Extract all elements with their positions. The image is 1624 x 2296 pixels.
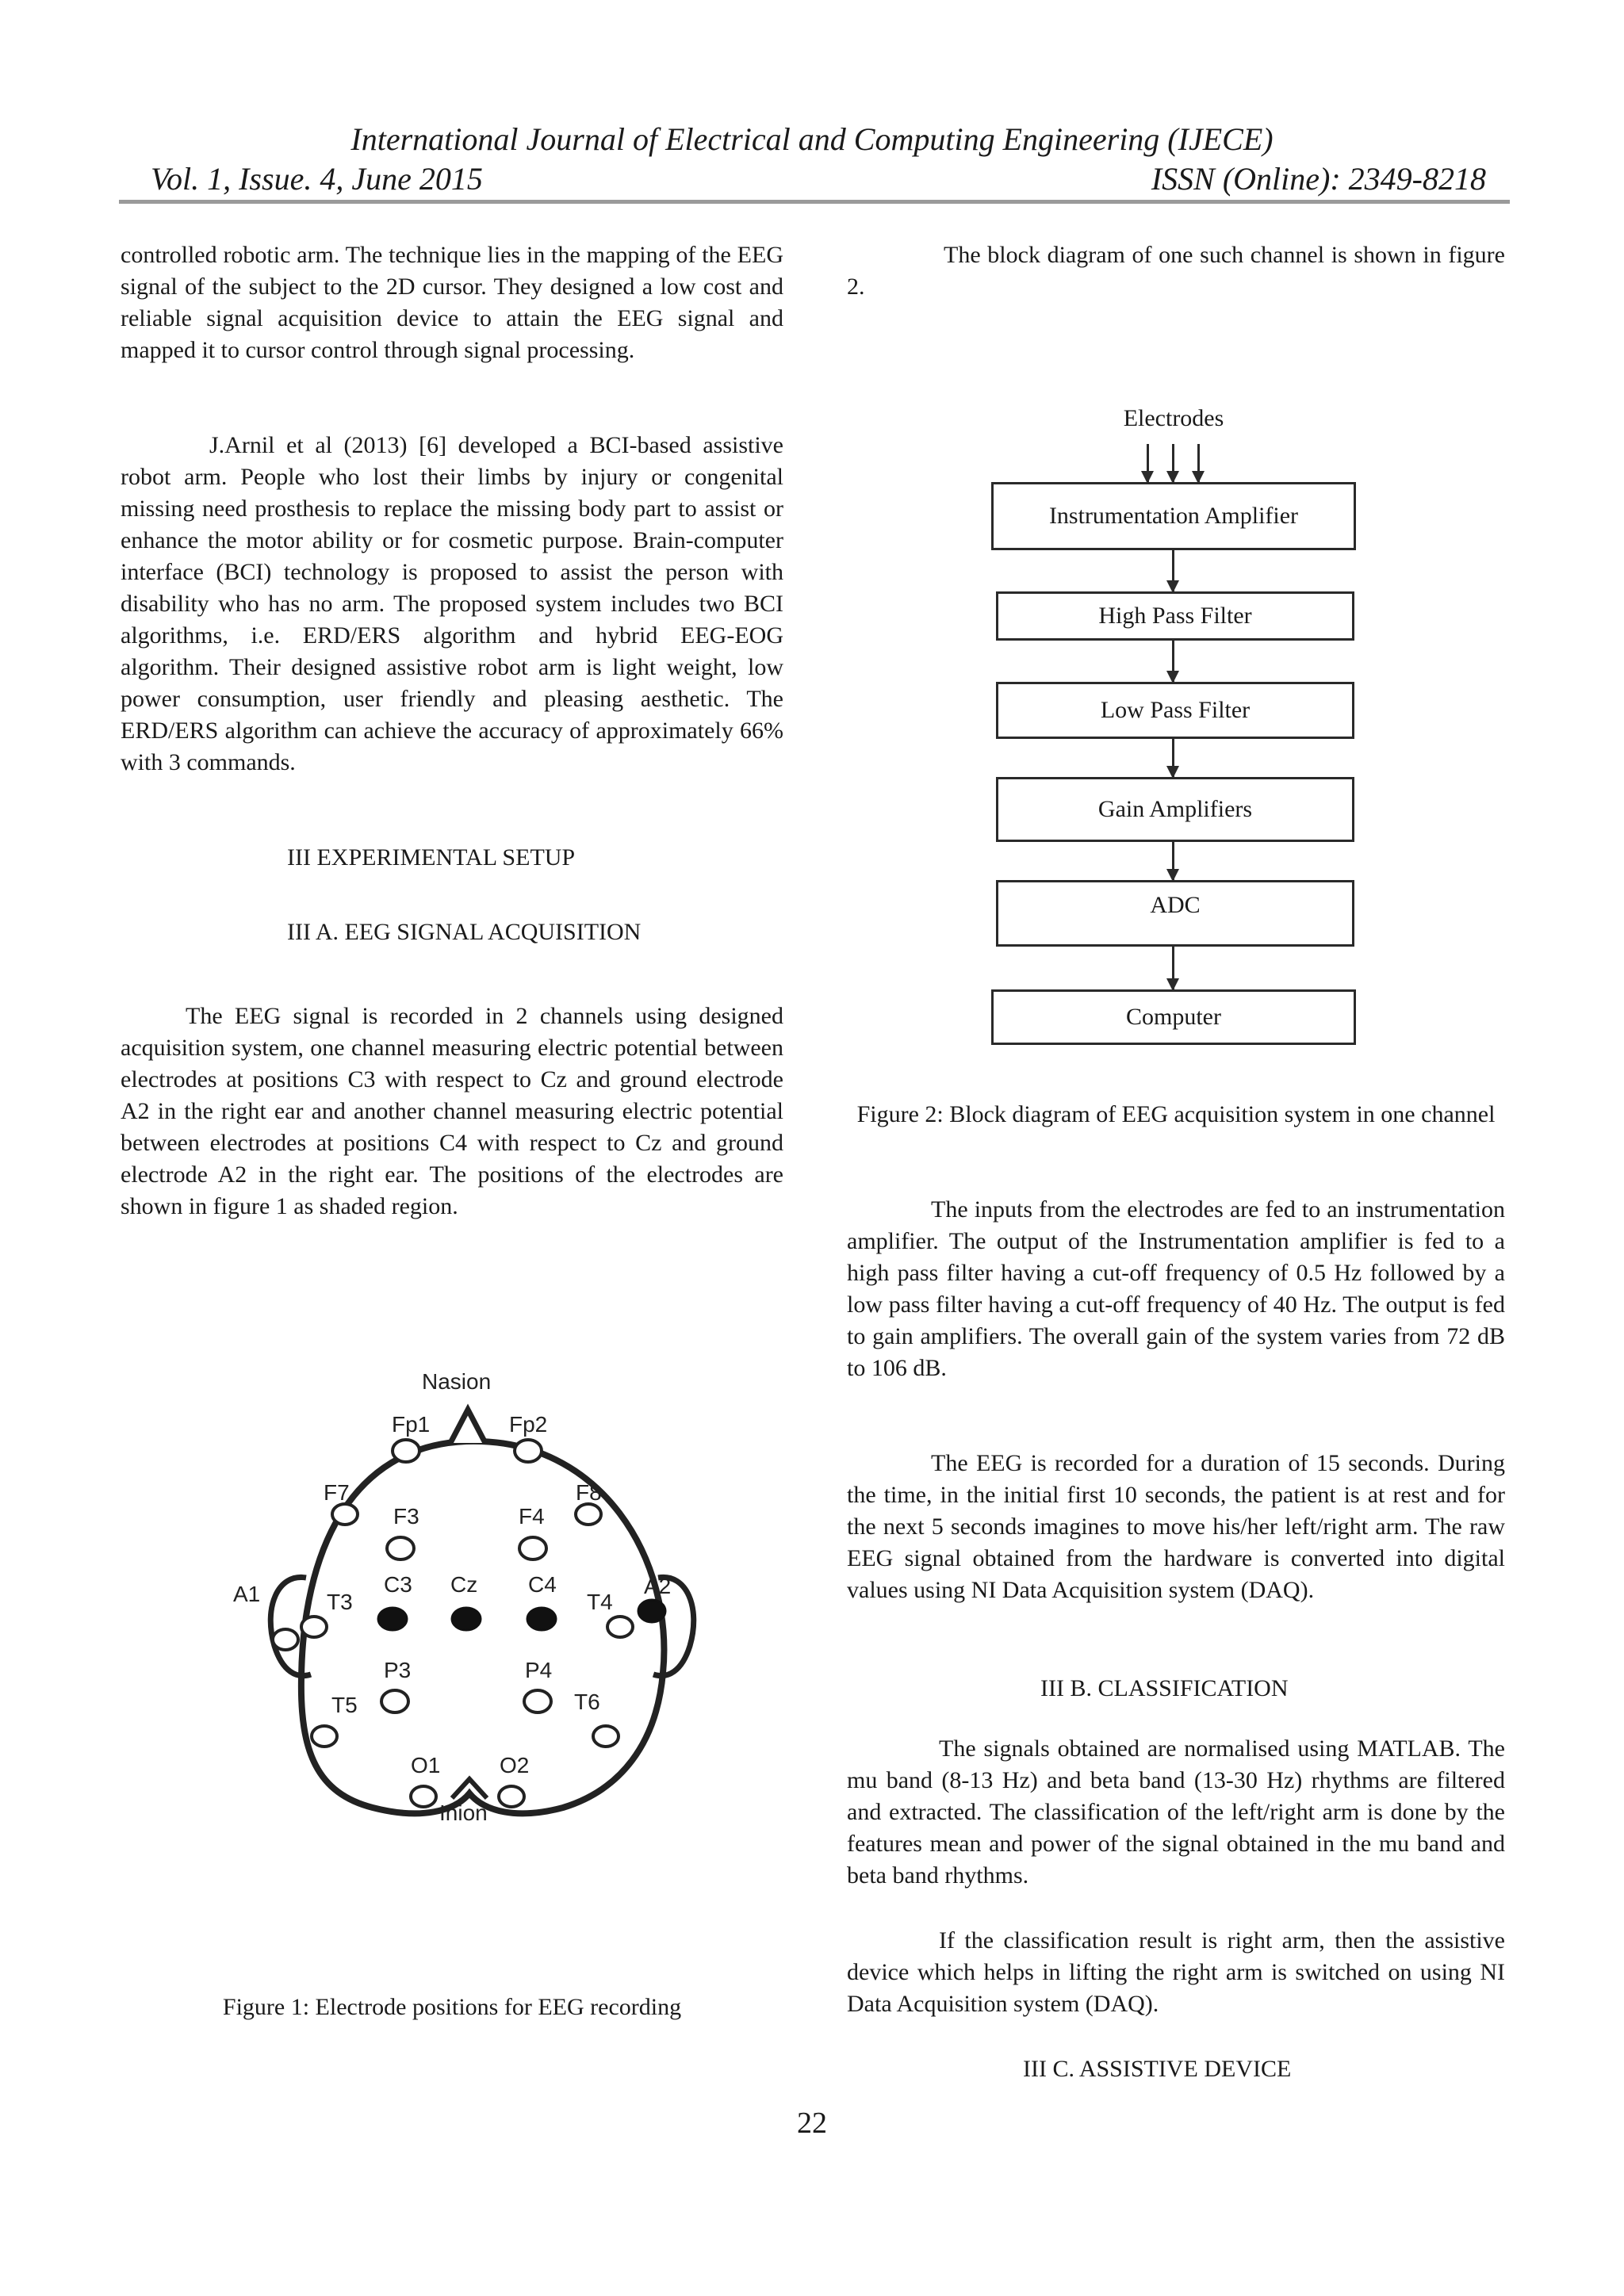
figure1-caption: Figure 1: Electrode positions for EEG recording [222, 1994, 682, 2020]
diagram-input-label: Electrodes [1123, 405, 1224, 431]
electrode-fp1 [393, 1440, 419, 1462]
right-paragraph-2: The inputs from the electrodes are fed to an instrumentation amplifier. The output of the Instrumentation amplifier is fed to a high pass filter having a cut-off frequency of 0.5 Hz followed by a low pass filter having a cut-off frequency of 40 Hz. The output is fed to gain amplifiers. The overall gain of the system varies from 72 dB to 106 dB. [847, 1196, 1505, 1381]
label-o1: O1 [411, 1753, 441, 1777]
electrode-t3 [301, 1617, 327, 1637]
label-a2: A2 [644, 1574, 672, 1598]
right-paragraph-5: If the classification result is right arm, then the assistive device which helps in lifting the right arm is switched on using NI Data Acquisition system (DAQ). [847, 1927, 1505, 2017]
heading-assistive-device: III C. ASSISTIVE DEVICE [1023, 2056, 1292, 2082]
electrode-a2-shaded [638, 1600, 665, 1622]
nose-marker [450, 1410, 485, 1443]
arrow-5-6 [1172, 947, 1174, 989]
electrode-t4 [607, 1617, 633, 1637]
arrow-1-2 [1172, 550, 1174, 591]
electrode-head-diagram [222, 1348, 714, 1839]
right-paragraph-4: The signals obtained are normalised using MATLAB. The mu band (8-13 Hz) and beta band (13-30 Hz) rhythms are filtered and extracted. The classification of the left/right arm is done by the features mean and power of the signal obtained in the mu band and beta band rhythms. [847, 1735, 1505, 1888]
arrow-4-5 [1172, 842, 1174, 880]
electrode-f7 [332, 1504, 358, 1525]
input-arrow-3 [1197, 444, 1200, 482]
electrode-f8 [576, 1504, 601, 1525]
page-number: 22 [797, 2107, 827, 2140]
label-f4: F4 [519, 1504, 545, 1529]
electrode-c4-shaded [527, 1608, 556, 1630]
volume-info: Vol. 1, Issue. 4, June 2015 [151, 161, 483, 197]
left-paragraph-1: controlled robotic arm. The technique lies in the mapping of the EEG signal of the subject to the 2D cursor. They designed a low cost and reliable signal acquisition device to attain the EEG signal and mapped it to cursor control through signal processing. [121, 242, 783, 363]
electrode-t6 [593, 1726, 619, 1747]
electrode-p3 [381, 1690, 408, 1712]
right-paragraph-3: The EEG is recorded for a duration of 15 seconds. During the time, in the initial first 10 seconds, the patient is at rest and for the next 5 seconds imagines to move his/her left/right arm. The raw EEG signal obtained from the hardware is converted into digital values using NI Data Acquisition system (DAQ). [847, 1450, 1505, 1603]
electrode-o2 [499, 1786, 524, 1807]
block-instrumentation-amplifier: Instrumentation Amplifier [991, 482, 1356, 550]
block-low-pass-filter: Low Pass Filter [996, 682, 1354, 739]
label-t3: T3 [327, 1590, 353, 1614]
issn-info: ISSN (Online): 2349-8218 [1151, 161, 1486, 197]
label-c4: C4 [528, 1572, 557, 1597]
block-adc: ADC [996, 880, 1354, 947]
label-f8: F8 [576, 1480, 602, 1505]
block-high-pass-filter: High Pass Filter [996, 591, 1354, 641]
left-paragraph-2: J.Arnil et al (2013) [6] developed a BCI-based assistive robot arm. People who lost their limbs by injury or congenital missing need prosthesis to replace the missing body part to assist or enhance the motor ability or for cosmetic purpose. Brain-computer interface (BCI) technology is proposed to assist the person with disability who has no arm. The proposed system includes two BCI algorithms, i.e. ERD/ERS algorithm and hybrid EEG-EOG algorithm. Their designed assistive robot arm is light weight, low power consumption, user friendly and pleasing aesthetic. The ERD/ERS algorithm can achieve the accuracy of approximately 66% with 3 commands. [121, 432, 783, 775]
input-arrow-2 [1172, 444, 1174, 482]
electrode-o1 [411, 1786, 436, 1807]
label-t6: T6 [574, 1689, 600, 1714]
electrode-cz-shaded [452, 1608, 481, 1630]
block-computer: Computer [991, 989, 1356, 1045]
figure2-caption: Figure 2: Block diagram of EEG acquisition system in one channel [856, 1101, 1496, 1127]
label-a1: A1 [233, 1582, 261, 1606]
left-paragraph-3: The EEG signal is recorded in 2 channels using designed acquisition system, one channel measuring electric potential between electrodes at positions C3 with respect to Cz and ground electrode A2 in the right ear and another channel measuring electric potential between electrodes at positions C4 with respect to Cz and ground electrode A2 in the right ear. The positions of the electrodes are shown in figure 1 as shaded region. [121, 1003, 783, 1219]
label-fp1: Fp1 [392, 1412, 431, 1437]
label-nasion: Nasion [422, 1369, 492, 1394]
label-cz: Cz [450, 1572, 478, 1597]
label-f3: F3 [393, 1504, 419, 1529]
label-t4: T4 [587, 1590, 613, 1614]
electrode-f3 [387, 1537, 414, 1559]
label-p4: P4 [525, 1658, 553, 1682]
label-c3: C3 [384, 1572, 412, 1597]
label-f7: F7 [324, 1480, 350, 1505]
electrode-p4 [524, 1690, 551, 1712]
right-paragraph-1: The block diagram of one such channel is shown in figure 2. [847, 242, 1505, 300]
input-arrow-1 [1147, 444, 1149, 482]
electrode-f4 [519, 1537, 546, 1559]
block-gain-amplifiers: Gain Amplifiers [996, 777, 1354, 842]
electrode-a1 [273, 1629, 298, 1650]
electrode-t5 [312, 1726, 337, 1747]
heading-classification: III B. CLASSIFICATION [1040, 1675, 1289, 1701]
arrow-3-4 [1172, 739, 1174, 777]
electrode-fp2 [515, 1440, 542, 1462]
journal-title: International Journal of Electrical and Computing Engineering (IJECE) [350, 121, 1274, 157]
label-p3: P3 [384, 1658, 412, 1682]
label-fp2: Fp2 [509, 1412, 548, 1437]
label-o2: O2 [500, 1753, 530, 1777]
label-inion: Inion [439, 1800, 488, 1825]
arrow-2-3 [1172, 641, 1174, 682]
heading-eeg-acquisition: III A. EEG SIGNAL ACQUISITION [287, 919, 642, 945]
electrode-c3-shaded [378, 1608, 407, 1630]
heading-experimental-setup: III EXPERIMENTAL SETUP [287, 844, 576, 871]
label-t5: T5 [331, 1693, 358, 1717]
header-divider [119, 200, 1510, 204]
